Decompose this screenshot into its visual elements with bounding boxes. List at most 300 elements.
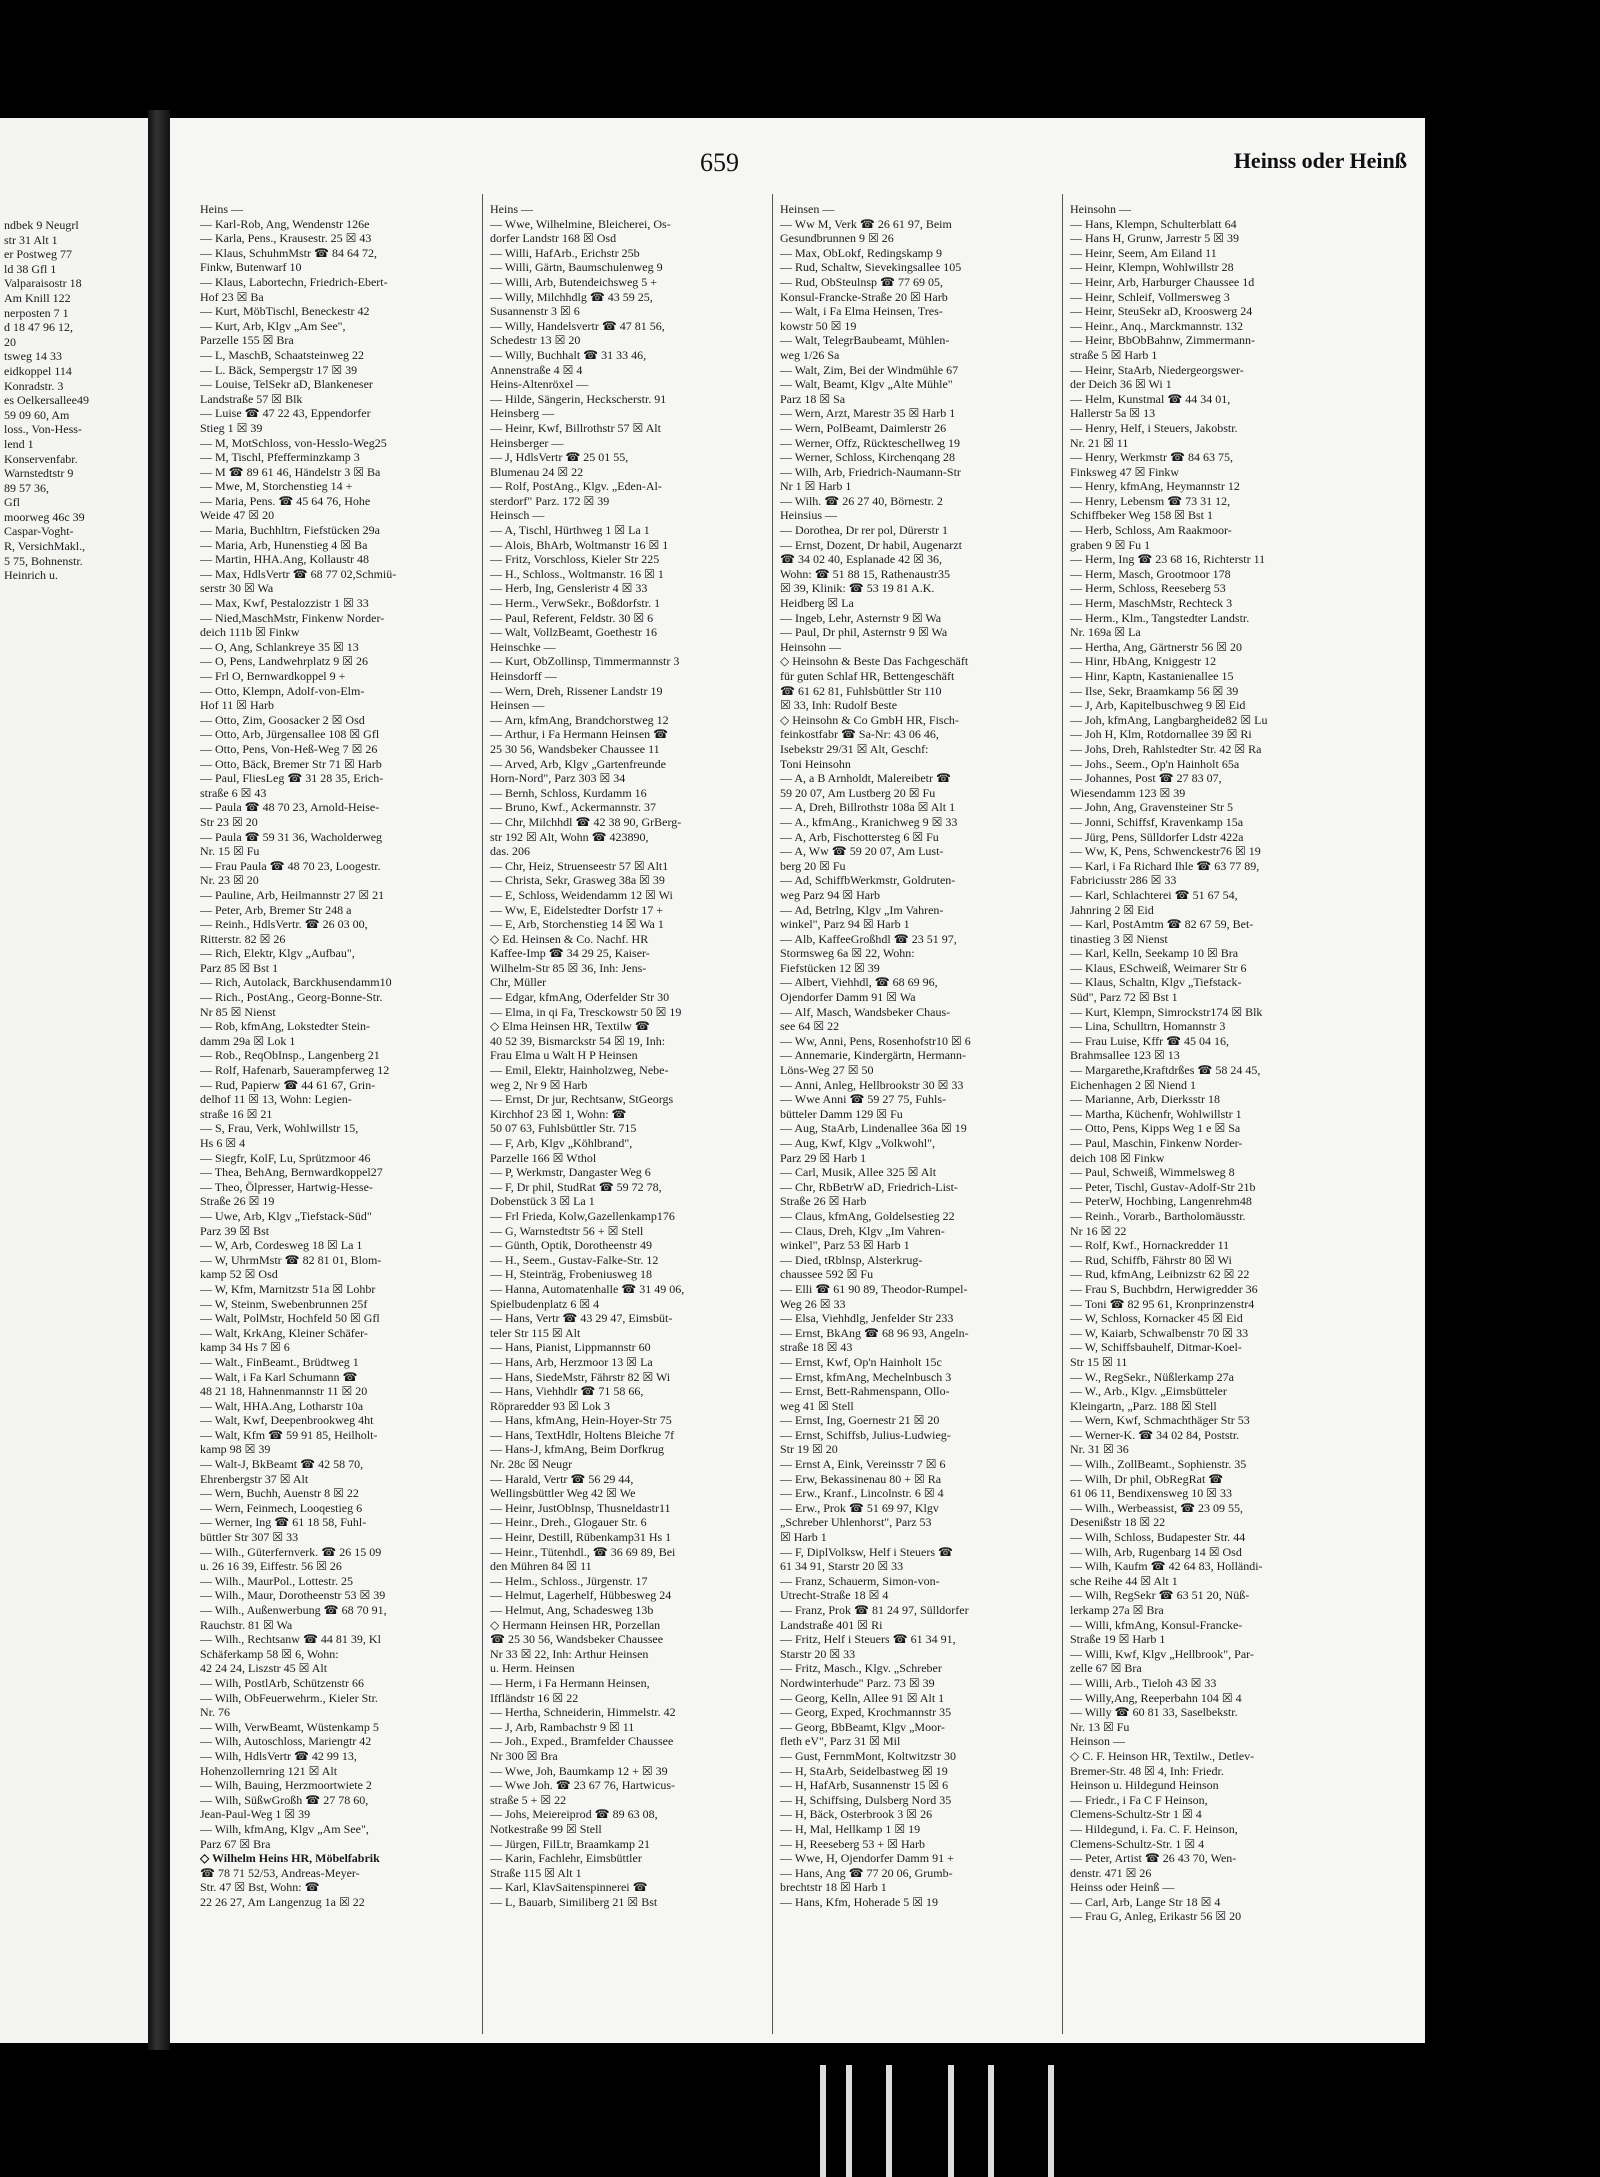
directory-entry: — Marianne, Arb, Dierksstr 18 [1070, 1092, 1220, 1107]
directory-entry: 22 26 27, Am Langenzug 1a ☒ 22 [200, 1894, 365, 1909]
directory-entry: Parz 29 ☒ Harb 1 [780, 1150, 867, 1165]
directory-entry: Wohn: ☎ 51 88 15, Rathenaustr35 [780, 566, 950, 581]
directory-entry: — Friedr., i Fa C F Heinson, [1070, 1792, 1208, 1807]
directory-entry: — Willy, Handelsvertr ☎ 47 81 56, [490, 318, 665, 333]
directory-entry: — Ernst, Ing, Goernestr 21 ☒ 20 [780, 1413, 940, 1428]
directory-entry: winkel", Parz 94 ☒ Harb 1 [780, 917, 910, 932]
directory-entry: Frau Elma u Walt H P Heinsen [490, 1048, 638, 1063]
directory-entry: — G, Warnstedtstr 56 + ☒ Stell [490, 1223, 644, 1238]
directory-entry: — Alois, BhArb, Woltmanstr 16 ☒ 1 [490, 537, 669, 552]
directory-entry: — Wern, PolBeamt, Daimlerstr 26 [780, 420, 947, 435]
directory-entry: — A., kfmAng., Kranichweg 9 ☒ 33 [780, 814, 958, 829]
directory-entry: — Alf, Masch, Wandsbeker Chaus- [780, 1004, 951, 1019]
directory-entry: — Willi, Arb, Butendeichsweg 5 + [490, 274, 658, 289]
directory-entry: — Chr, RbBetrW aD, Friedrich-List- [780, 1179, 958, 1194]
directory-entry: — Hans, SiedeMstr, Fährstr 82 ☒ Wi [490, 1369, 671, 1384]
directory-entry: weg 41 ☒ Stell [780, 1398, 854, 1413]
directory-entry: — Hinr, Kaptn, Kastanienallee 15 [1070, 669, 1234, 683]
directory-entry: — Walt, Beamt, Klgv „Alte Mühle" [780, 377, 953, 392]
directory-entry: — Reinh., Vorarb., Bartholomäusstr. [1070, 1208, 1246, 1223]
directory-entry: Annenstraße 4 ☒ 4 [490, 362, 583, 377]
directory-entry: — Heinr, Klempn, Wohlwillstr 28 [1070, 260, 1234, 275]
directory-entry: fleth eV", Parz 31 ☒ Mil [780, 1734, 901, 1749]
directory-entry: — Johs, Meiereiprod ☎ 89 63 08, [490, 1807, 658, 1822]
left-page-line: es Oelkersallee49 [4, 393, 89, 408]
directory-entry: — Ad, Betrlng, Klgv „Im Vahren- [780, 902, 944, 917]
directory-entry: — Fritz, Vorschloss, Kieler Str 225 [490, 552, 660, 567]
directory-entry: ☒ 39, Klinik: ☎ 53 19 81 A.K. [780, 581, 935, 596]
directory-entry: — Paul, Maschin, Finkenw Norder- [1070, 1136, 1243, 1150]
directory-entry: ◇ Elma Heinsen HR, Textilw ☎ [490, 1019, 650, 1034]
directory-entry: — Karl, Kelln, Seekamp 10 ☒ Bra [1070, 946, 1239, 961]
directory-entry: — Rud, Schiffb, Fährstr 80 ☒ Wi [1070, 1252, 1232, 1267]
directory-entry: Heinsen — [780, 202, 835, 216]
directory-entry: — Wern, Arzt, Marestr 35 ☒ Harb 1 [780, 406, 956, 421]
directory-entry: — Wilh, Bauing, Herzmoortwiete 2 [200, 1778, 372, 1793]
directory-entry: — A, Tischl, Hürthweg 1 ☒ La 1 [490, 523, 650, 538]
directory-entry: Parzelle 155 ☒ Bra [200, 333, 294, 348]
left-page-line: R, VersichMakl., [4, 539, 86, 554]
left-page-line: Heinrich u. [4, 568, 58, 583]
directory-entry: — Paul, Schweiß, Wimmelsweg 8 [1070, 1165, 1235, 1180]
directory-entry: Straße 26 ☒ 19 [200, 1194, 275, 1209]
directory-entry: — Herm., VerwSekr., Boßdorfstr. 1 [490, 596, 661, 611]
directory-entry: Heinsius — [780, 508, 837, 523]
directory-entry: — Ww, Anni, Pens, Rosenhofstr10 ☒ 6 [780, 1033, 971, 1048]
directory-entry: — Henry, Lebensm ☎ 73 31 12, [1070, 493, 1231, 508]
directory-entry: — Hanna, Automatenhalle ☎ 31 49 06, [490, 1281, 685, 1296]
directory-entry: — Walt., FinBeamt., Brüdtweg 1 [200, 1354, 359, 1369]
directory-entry: Nr. 21 ☒ 11 [1070, 435, 1129, 450]
directory-entry: — Max, ObLokf, Redingskamp 9 [780, 245, 942, 260]
directory-entry: — Günth, Optik, Dorotheenstr 49 [490, 1238, 652, 1253]
directory-entry: — Rob., ReqObInsp., Langenberg 21 [200, 1048, 380, 1063]
directory-entry: — Joh, kfmAng, Langbargheide82 ☒ Lu [1070, 712, 1268, 727]
directory-entry: kowstr 50 ☒ 19 [780, 318, 857, 333]
directory-entry: — Wern, Kwf, Schmachthäger Str 53 [1070, 1413, 1250, 1428]
directory-entry: — Nied,MaschMstr, Finkenw Norder- [200, 610, 385, 625]
directory-entry: Nr. 15 ☒ Fu [200, 844, 260, 859]
directory-entry: Dobenstück 3 ☒ La 1 [490, 1194, 595, 1209]
left-page-line: 89 57 36, [4, 480, 49, 495]
directory-entry: das. 206 [490, 844, 530, 859]
directory-entry: — W, Schiffsbauhelf, Ditmar-Koel- [1070, 1340, 1242, 1355]
directory-entry: — Fritz, Helf i Steuers ☎ 61 34 91, [780, 1632, 956, 1647]
directory-entry: — Siegfr, KolF, Lu, Sprützmoor 46 [200, 1150, 371, 1165]
directory-entry: — Erw., Kranf., Lincolnstr. 6 ☒ 4 [780, 1486, 944, 1501]
directory-entry: Nordwinterhude" Parz. 73 ☒ 39 [780, 1675, 935, 1690]
directory-entry: — Walt, TelegrBaubeamt, Mühlen- [780, 333, 950, 348]
directory-entry: Heins-Altenröxel — [490, 377, 589, 392]
directory-entry: — Ww M, Verk ☎ 26 61 97, Beim [780, 216, 952, 231]
directory-entry: — Werner, Schloss, Kirchenqang 28 [780, 450, 955, 465]
directory-entry: — Arthur, i Fa Hermann Heinsen ☎ [490, 727, 669, 742]
directory-entry: Susannenstr 3 ☒ 6 [490, 304, 580, 319]
directory-column-3 [780, 202, 1068, 2032]
directory-entry: Nr 1 ☒ Harb 1 [780, 479, 852, 494]
directory-entry: Nr. 31 ☒ 36 [1070, 1442, 1129, 1457]
directory-entry: Finkw, Butenwarf 10 [200, 260, 302, 275]
directory-entry: Nr. 13 ☒ Fu [1070, 1719, 1130, 1734]
directory-entry: — Hans, Kfm, Hoherade 5 ☒ 19 [780, 1894, 939, 1909]
directory-entry: kamp 34 Hs 7 ☒ 6 [200, 1340, 290, 1355]
directory-entry: Str 15 ☒ 11 [1070, 1354, 1128, 1369]
directory-entry: — Walt-J, BkBeamt ☎ 42 58 70, [200, 1457, 364, 1472]
directory-entry: für guten Schlaf HR, Bettengeschäft [780, 669, 955, 683]
directory-entry: — Walt, Zim, Bei der Windmühle 67 [780, 362, 959, 377]
directory-entry: — Martha, Küchenfr, Wohlwillstr 1 [1070, 1106, 1242, 1121]
directory-entry: — H., Seem., Gustav-Falke-Str. 12 [490, 1252, 659, 1267]
directory-entry: — F, DiplVolksw, Helf i Steuers ☎ [780, 1544, 953, 1559]
directory-entry: graben 9 ☒ Fu 1 [1070, 537, 1151, 552]
directory-entry: — Max, Kwf, Pestalozzistr 1 ☒ 33 [200, 596, 369, 611]
directory-entry: — Pauline, Arb, Heilmannstr 27 ☒ 21 [200, 887, 385, 902]
directory-entry: kamp 98 ☒ 39 [200, 1442, 271, 1457]
directory-entry: — Georg, Kelln, Allee 91 ☒ Alt 1 [780, 1690, 945, 1705]
directory-entry: Parz 18 ☒ Sa [780, 391, 846, 406]
directory-entry: — Karl, KlavSaitenspinnerei ☎ [490, 1880, 648, 1895]
directory-entry: kamp 52 ☒ Osd [200, 1267, 278, 1282]
directory-entry: — Hans, Viehhdlr ☎ 71 58 66, [490, 1384, 644, 1399]
directory-entry: Schiffbeker Weg 158 ☒ Bst 1 [1070, 508, 1213, 523]
directory-entry: — Ernst, BkAng ☎ 68 96 93, Angeln- [780, 1325, 969, 1340]
directory-entry: — Frl O, Bernwardkoppel 9 + [200, 669, 346, 683]
directory-entry: ◇ Heinsohn & Co GmbH HR, Fisch- [780, 712, 959, 727]
directory-entry: Landstraße 401 ☒ Ri [780, 1617, 883, 1632]
directory-entry: — Wilh, SüßwGroßh ☎ 27 78 60, [200, 1792, 369, 1807]
directory-entry: — Ww, E, Eidelstedter Dorfstr 17 + [490, 902, 664, 917]
directory-entry: der Deich 36 ☒ Wi 1 [1070, 377, 1172, 392]
directory-entry: Wellingsbüttler Weg 42 ☒ We [490, 1486, 636, 1501]
directory-entry: — Herm, MaschMstr, Rechteck 3 [1070, 596, 1233, 611]
directory-entry: Stormsweg 6a ☒ 22, Wohn: [780, 946, 915, 961]
left-page-line: ndbek 9 Neugrl [4, 218, 79, 232]
directory-entry: Kleingartn, „Parz. 188 ☒ Stell [1070, 1398, 1217, 1413]
directory-entry: damm 29a ☒ Lok 1 [200, 1033, 296, 1048]
directory-entry: Straße 19 ☒ Harb 1 [1070, 1632, 1166, 1647]
directory-entry: Heins — [490, 202, 533, 216]
left-page-line: Valparaisostr 18 [4, 276, 82, 291]
directory-entry: denstr. 471 ☒ 26 [1070, 1865, 1152, 1880]
directory-entry: — Bruno, Kwf., Ackermannstr. 37 [490, 800, 656, 815]
directory-entry: Konsul-Francke-Straße 20 ☒ Harb [780, 289, 948, 304]
directory-entry: — Kurt, MöbTischl, Beneckestr 42 [200, 304, 370, 319]
directory-entry: — Rolf, Hafenarb, Sauerampferweg 12 [200, 1063, 390, 1078]
directory-entry: u. Herm. Heinsen [490, 1661, 575, 1676]
directory-entry: — Kurt, ObZollinsp, Timmermannstr 3 [490, 654, 680, 669]
directory-entry: — Karl-Rob, Ang, Wendenstr 126e [200, 216, 370, 231]
directory-entry: — Frau Luise, Kffr ☎ 45 04 16, [1070, 1033, 1230, 1048]
directory-entry: — H, Bäck, Osterbrook 3 ☒ 26 [780, 1807, 933, 1822]
directory-entry: ☒ Harb 1 [780, 1530, 827, 1545]
directory-entry: Eichenhagen 2 ☒ Niend 1 [1070, 1077, 1197, 1092]
directory-entry: — Ww, K, Pens, Schwenckestr76 ☒ 19 [1070, 844, 1261, 859]
directory-entry: Hallerstr 5a ☒ 13 [1070, 406, 1156, 421]
directory-entry: — Herm, Masch, Grootmoor 178 [1070, 566, 1231, 581]
left-page-margin [0, 118, 148, 2043]
directory-entry: bütteler Damm 129 ☒ Fu [780, 1106, 903, 1121]
directory-entry: — Harald, Vertr ☎ 56 29 44, [490, 1471, 634, 1486]
directory-entry: — Helm, Kunstmal ☎ 44 34 01, [1070, 391, 1231, 406]
directory-entry: zelle 67 ☒ Bra [1070, 1661, 1142, 1676]
directory-entry: Gesundbrunnen 9 ☒ 26 [780, 231, 894, 246]
directory-entry: Nr 16 ☒ 22 [1070, 1223, 1127, 1238]
directory-entry: Löns-Weg 27 ☒ 50 [780, 1063, 874, 1078]
directory-entry: — Wern, Feinmech, Looqestieg 6 [200, 1500, 363, 1515]
directory-entry: — Reinh., HdlsVertr. ☎ 26 03 00, [200, 917, 368, 932]
directory-entry: Heinsen — [490, 698, 545, 713]
directory-entry: — Wilh., Rechtsanw ☎ 44 81 39, Kl [200, 1632, 381, 1647]
directory-entry: — Hans, Klempn, Schulterblatt 64 [1070, 216, 1237, 231]
directory-entry: — Rud, kfmAng, Leibnizstr 62 ☒ 22 [1070, 1267, 1250, 1282]
directory-entry: — Karin, Fachlehr, Eimsbüttler [490, 1851, 642, 1866]
directory-entry: — Hans, TextHdlr, Holtens Bleiche 7f [490, 1427, 675, 1442]
directory-entry: — Anni, Anleg, Hellbrookstr 30 ☒ 33 [780, 1077, 964, 1092]
directory-entry: — Wwe Joh. ☎ 23 67 76, Hartwicus- [490, 1778, 676, 1793]
directory-entry: — H, Reeseberg 53 + ☒ Harb [780, 1836, 925, 1851]
directory-entry: — Heinr., Anq., Marckmannstr. 132 [1070, 318, 1243, 333]
directory-entry: — W, UhrmMstr ☎ 82 81 01, Blom- [200, 1252, 382, 1267]
directory-entry: — Rud, ObSteulnsp ☎ 77 69 05, [780, 274, 943, 289]
directory-entry: — Klaus, Labortechn, Friedrich-Ebert- [200, 274, 388, 289]
directory-entry: — Ernst, kfmAng, Mechelnbusch 3 [780, 1369, 952, 1384]
directory-entry: — Franz, Schauerm, Simon-von- [780, 1573, 940, 1588]
left-page-line: 59 09 60, Am [4, 407, 70, 422]
directory-entry: — Kurt, Arb, Klgv „Am See", [200, 318, 346, 333]
directory-entry: — M, Tischl, Pfefferminzkamp 3 [200, 450, 360, 465]
directory-entry: Notkestraße 99 ☒ Stell [490, 1821, 602, 1836]
directory-entry: — Herb, Ing, Gensleristr 4 ☒ 33 [490, 581, 648, 596]
directory-entry: — Theo, Ölpresser, Hartwig-Hesse- [200, 1179, 373, 1194]
directory-entry: — Arved, Arb, Klgv „Gartenfreunde [490, 756, 666, 771]
directory-entry: — Wilh, Autoschloss, Mariengtr 42 [200, 1734, 372, 1749]
directory-entry: str 192 ☒ Alt, Wohn ☎ 423890, [490, 829, 649, 844]
directory-entry: — Peter, Tischl, Gustav-Adolf-Str 21b [1070, 1179, 1256, 1194]
directory-entry: — Lina, Schulltrn, Homannstr 3 [1070, 1019, 1226, 1034]
left-page-line: eidkoppel 114 [4, 363, 72, 378]
directory-entry: — Joh., Exped., Bramfelder Chaussee [490, 1734, 674, 1749]
directory-entry: — Martin, HHA.Ang, Kollaustr 48 [200, 552, 369, 567]
directory-entry: — Max, HdlsVertr ☎ 68 77 02,Schmiü- [200, 566, 397, 581]
directory-entry: — Alb, KaffeeGroßhdl ☎ 23 51 97, [780, 931, 957, 946]
directory-entry: 61 34 91, Starstr 20 ☒ 33 [780, 1559, 904, 1574]
directory-entry: 50 07 63, Fuhlsbüttler Str. 715 [490, 1121, 637, 1136]
directory-entry: — Christa, Sekr, Grasweg 38a ☒ 39 [490, 873, 665, 888]
directory-entry: straße 16 ☒ 21 [200, 1106, 273, 1121]
directory-entry: Fabriciusstr 286 ☒ 33 [1070, 873, 1177, 888]
directory-entry: — L, Bauarb, Similiberg 21 ☒ Bst [490, 1894, 658, 1909]
directory-entry: ◇ Heinsohn & Beste Das Fachgeschäft [780, 654, 969, 669]
directory-entry: Hohenzollernring 121 ☒ Alt [200, 1763, 338, 1778]
directory-entry: teler Str 115 ☒ Alt [490, 1325, 581, 1340]
directory-entry: — Henry, kfmAng, Heymannstr 12 [1070, 479, 1240, 494]
directory-entry: ☎ 25 30 56, Wandsbeker Chaussee [490, 1632, 664, 1647]
directory-entry: Bremer-Str. 48 ☒ 4, Inh: Friedr. [1070, 1763, 1224, 1778]
directory-entry: straße 6 ☒ 43 [200, 785, 267, 800]
directory-entry: — Heinr, Destill, Rübenkamp31 Hs 1 [490, 1530, 672, 1545]
directory-entry: — Klaus, ESchweiß, Weimarer Str 6 [1070, 960, 1247, 975]
directory-entry: — Wilh., ZollBeamt., Sophienstr. 35 [1070, 1457, 1247, 1472]
directory-entry: — H, Schiffsing, Dulsberg Nord 35 [780, 1792, 952, 1807]
directory-entry: ◇ Ed. Heinsen & Co. Nachf. HR [490, 931, 649, 946]
directory-entry: — H, Mal, Hellkamp 1 ☒ 19 [780, 1821, 921, 1836]
directory-entry: — H, StaArb, Seidelbastweg ☒ 19 [780, 1763, 948, 1778]
directory-entry: — Helmut, Ang, Schadesweg 13b [490, 1603, 654, 1617]
directory-entry: — Willy ☎ 60 81 33, Saselbekstr. [1070, 1705, 1238, 1720]
directory-entry: — Wilh., Maur, Dorotheenstr 53 ☒ 39 [200, 1588, 386, 1603]
directory-entry: Nr 33 ☒ 22, Inh: Arthur Heinsen [490, 1646, 649, 1661]
directory-entry: — Georg, Exped, Krochmannstr 35 [780, 1705, 952, 1720]
directory-entry: — Willy, Buchhalt ☎ 31 33 46, [490, 347, 647, 362]
directory-entry: Str 23 ☒ 20 [200, 814, 258, 829]
left-page-line: er Postweg 77 [4, 247, 72, 262]
directory-entry: deich 108 ☒ Finkw [1070, 1150, 1165, 1165]
directory-entry: — Klaus, SchuhmMstr ☎ 84 64 72, [200, 245, 377, 260]
directory-entry: — Wilh, Kaufm ☎ 42 64 83, Holländi- [1070, 1559, 1263, 1574]
directory-entry: — Hertha, Ang, Gärtnerstr 56 ☒ 20 [1070, 639, 1243, 654]
directory-entry: — L, MaschB, Schaatsteinweg 22 [200, 347, 364, 362]
directory-entry: Röpraredder 93 ☒ Lok 3 [490, 1398, 611, 1413]
directory-entry: — Klaus, Schaltn, Klgv „Tiefstack- [1070, 975, 1242, 990]
directory-entry: — E, Arb, Storchenstieg 14 ☒ Wa 1 [490, 917, 664, 932]
directory-entry: — Heinr, BbObBahnw, Zimmermann- [1070, 333, 1256, 348]
directory-entry: Heinsdorff — [490, 669, 557, 683]
directory-entry: Utrecht-Straße 18 ☒ 4 [780, 1588, 889, 1603]
directory-entry: Parz 85 ☒ Bst 1 [200, 960, 279, 975]
left-page-line: Konradstr. 3 [4, 378, 64, 393]
directory-entry: — Frau S, Buchbdrn, Herwigredder 36 [1070, 1281, 1258, 1296]
directory-entry: — H, HafArb, Susannenstr 15 ☒ 6 [780, 1778, 949, 1793]
directory-entry: — Willi, Kwf, Klgv „Hellbrook", Par- [1070, 1646, 1254, 1661]
directory-entry: 42 24 24, Liszstr 45 ☒ Alt [200, 1661, 328, 1676]
directory-entry: — Hinr, HbAng, Kniggestr 12 [1070, 654, 1217, 669]
directory-entry: — W, Kaiarb, Schwalbenstr 70 ☒ 33 [1070, 1325, 1249, 1340]
directory-entry: — Hans-J, kfmAng, Beim Dorfkrug [490, 1442, 664, 1457]
directory-entry: — A, Dreh, Billrothstr 108a ☒ Alt 1 [780, 800, 956, 815]
directory-entry: Heinschke — [490, 639, 556, 654]
directory-entry: — Willi, Arb., Tieloh 43 ☒ 33 [1070, 1675, 1217, 1690]
directory-entry: — O, Pens, Landwehrplatz 9 ☒ 26 [200, 654, 369, 669]
directory-entry: büttler Str 307 ☒ 33 [200, 1530, 299, 1545]
directory-entry: — Walt, HHA.Ang, Lotharstr 10a [200, 1398, 364, 1413]
directory-entry: berg 20 ☒ Fu [780, 858, 846, 873]
directory-entry: Brahmsallee 123 ☒ 13 [1070, 1048, 1180, 1063]
directory-entry: — Helm., Schloss., Jürgenstr. 17 [490, 1573, 648, 1588]
directory-entry: ◇ Wilhelm Heins HR, Möbelfabrik [200, 1851, 380, 1866]
directory-entry: ◇ C. F. Heinson HR, Textilw., Detlev- [1070, 1748, 1255, 1763]
directory-entry: Nr. 28c ☒ Neugr [490, 1457, 573, 1472]
directory-entry: — W, Kfm, Marnitzstr 51a ☒ Lohbr [200, 1281, 376, 1296]
directory-entry: — Werner, Offz, Rückteschellweg 19 [780, 435, 961, 450]
directory-entry: — F, Dr phil, StudRat ☎ 59 72 78, [490, 1179, 662, 1194]
directory-entry: — Werner-K. ☎ 34 02 84, Poststr. [1070, 1427, 1240, 1442]
directory-entry: — J, HdlsVertr ☎ 25 01 55, [490, 450, 629, 465]
directory-entry: — Dorothea, Dr rer pol, Dürerstr 1 [780, 523, 948, 538]
directory-entry: — Willy,Ang, Reeperbahn 104 ☒ 4 [1070, 1690, 1242, 1705]
directory-entry: Starstr 20 ☒ 33 [780, 1646, 856, 1661]
directory-entry: Parzelle 166 ☒ Wthol [490, 1150, 597, 1165]
directory-entry: — Heinr., Tütenhdl., ☎ 36 69 89, Bei [490, 1544, 676, 1559]
directory-entry: — Uwe, Arb, Klgv „Tiefstack-Süd" [200, 1208, 372, 1223]
directory-entry: 48 21 18, Hahnenmannstr 11 ☒ 20 [200, 1384, 368, 1399]
directory-entry: — Margarethe,Kraftdrßes ☎ 58 24 45, [1070, 1063, 1261, 1078]
directory-entry: Blumenau 24 ☒ 22 [490, 464, 584, 479]
directory-entry: — Herm., Klm., Tangstedter Landstr. [1070, 610, 1250, 625]
directory-entry: Heinson — [1070, 1734, 1125, 1749]
directory-entry: — Johs., Seem., Op'n Hainholt 65a [1070, 756, 1240, 771]
directory-entry: — Willi, HafArb., Erichstr 25b [490, 245, 640, 260]
directory-entry: — Wwe, Wilhelmine, Bleicherei, Os- [490, 216, 671, 231]
directory-entry: — Paula ☎ 59 31 36, Wacholderweg [200, 829, 383, 844]
directory-entry: — Elma, in qi Fa, Tresckowstr 50 ☒ 19 [490, 1004, 682, 1019]
left-page-text-fragments [4, 218, 148, 583]
directory-entry: Jahnring 2 ☒ Eid [1070, 902, 1154, 917]
directory-entry: Wilhelm-Str 85 ☒ 36, Inh: Jens- [490, 960, 647, 975]
directory-entry: Schedestr 13 ☒ 20 [490, 333, 581, 348]
directory-entry: — Ernst, Dr jur, Rechtsanw, StGeorgs [490, 1092, 674, 1107]
directory-entry: — H, Steinträg, Frobeniusweg 18 [490, 1267, 652, 1282]
directory-entry: Clemens-Schultz-Str. 1 ☒ 4 [1070, 1836, 1205, 1851]
directory-entry: — Elsa, Viehhdlg, Jenfelder Str 233 [780, 1311, 954, 1326]
directory-entry: — Peter, Arb, Bremer Str 248 a [200, 902, 352, 917]
directory-entry: — Rolf, Kwf., Hornackredder 11 [1070, 1238, 1230, 1253]
directory-entry: — Fritz, Masch., Klgv. „Schreber [780, 1661, 942, 1676]
directory-entry: — Ernst, Schiffsb, Julius-Ludwieg- [780, 1427, 951, 1442]
directory-entry: — A, Ww ☎ 59 20 07, Am Lust- [780, 844, 944, 859]
directory-entry: — Karla, Pens., Krausestr. 25 ☒ 43 [200, 231, 372, 246]
directory-entry: — Ernst, Dozent, Dr habil, Augenarzt [780, 537, 962, 552]
directory-entry: — Toni ☎ 82 95 61, Kronprinzenstr4 [1070, 1296, 1255, 1311]
directory-column-1 [200, 202, 488, 2032]
directory-entry: — Walt, Kfm ☎ 59 91 85, Heilholt- [200, 1427, 378, 1442]
directory-entry: — Wilh, ObFeuerwehrm., Kieler Str. [200, 1690, 378, 1705]
directory-entry: winkel", Parz 53 ☒ Harb 1 [780, 1238, 910, 1253]
directory-entry: — Georg, BbBeamt, Klgv „Moor- [780, 1719, 945, 1734]
directory-entry: — M ☎ 89 61 46, Händelstr 3 ☒ Ba [200, 464, 381, 479]
directory-column-2 [490, 202, 778, 2032]
left-page-line: Caspar-Voght- [4, 524, 74, 539]
directory-entry: — Wwe Anni ☎ 59 27 75, Fuhls- [780, 1092, 947, 1107]
directory-entry: Weg 26 ☒ 33 [780, 1296, 846, 1311]
directory-entry: Süd", Parz 72 ☒ Bst 1 [1070, 990, 1178, 1005]
directory-entry: — Hertha, Schneiderin, Himmelstr. 42 [490, 1705, 676, 1720]
directory-entry: Ehrenbergstr 37 ☒ Alt [200, 1471, 309, 1486]
directory-entry: sche Reihe 44 ☒ Alt 1 [1070, 1573, 1178, 1588]
directory-entry: — Herm, Ing ☎ 23 68 16, Richterstr 11 [1070, 552, 1266, 567]
directory-entry: — Wilh, Dr phil, ObRegRat ☎ [1070, 1471, 1224, 1486]
directory-entry: weg 1/26 Sa [780, 347, 840, 362]
directory-entry: — O, Ang, Schlankreye 35 ☒ 13 [200, 639, 359, 654]
directory-entry: Nr. 76 [200, 1705, 230, 1720]
directory-entry: — Aug, StaArb, Lindenallee 36a ☒ 19 [780, 1121, 967, 1136]
directory-entry: — Rolf, PostAng., Klgv. „Eden-Al- [490, 479, 662, 494]
directory-entry: Ritterstr. 82 ☒ 26 [200, 931, 286, 946]
left-page-line: nerposten 7 1 [4, 305, 69, 320]
left-page-line: Am Knill 122 [4, 290, 71, 305]
directory-entry: Desenißstr 18 ☒ 22 [1070, 1515, 1166, 1530]
directory-entry: — Maria, Pens. ☎ 45 64 76, Hohe [200, 493, 371, 508]
page-number: 659 [700, 148, 739, 177]
book-gutter [148, 110, 170, 2050]
left-page-line: 5 75, Bohnenstr. [4, 553, 83, 568]
directory-entry: Weide 47 ☒ 20 [200, 508, 275, 523]
directory-entry: straße 5 ☒ Harb 1 [1070, 347, 1158, 362]
directory-entry: — S, Frau, Verk, Wohlwillstr 15, [200, 1121, 359, 1136]
left-page-line: str 31 Alt 1 [4, 232, 58, 247]
directory-entry: — W, Arb, Cordesweg 18 ☒ La 1 [200, 1238, 363, 1253]
directory-entry: — Herb, Schloss, Am Raakmoor- [1070, 523, 1232, 538]
directory-entry: ◇ Hermann Heinsen HR, Porzellan [490, 1617, 661, 1632]
